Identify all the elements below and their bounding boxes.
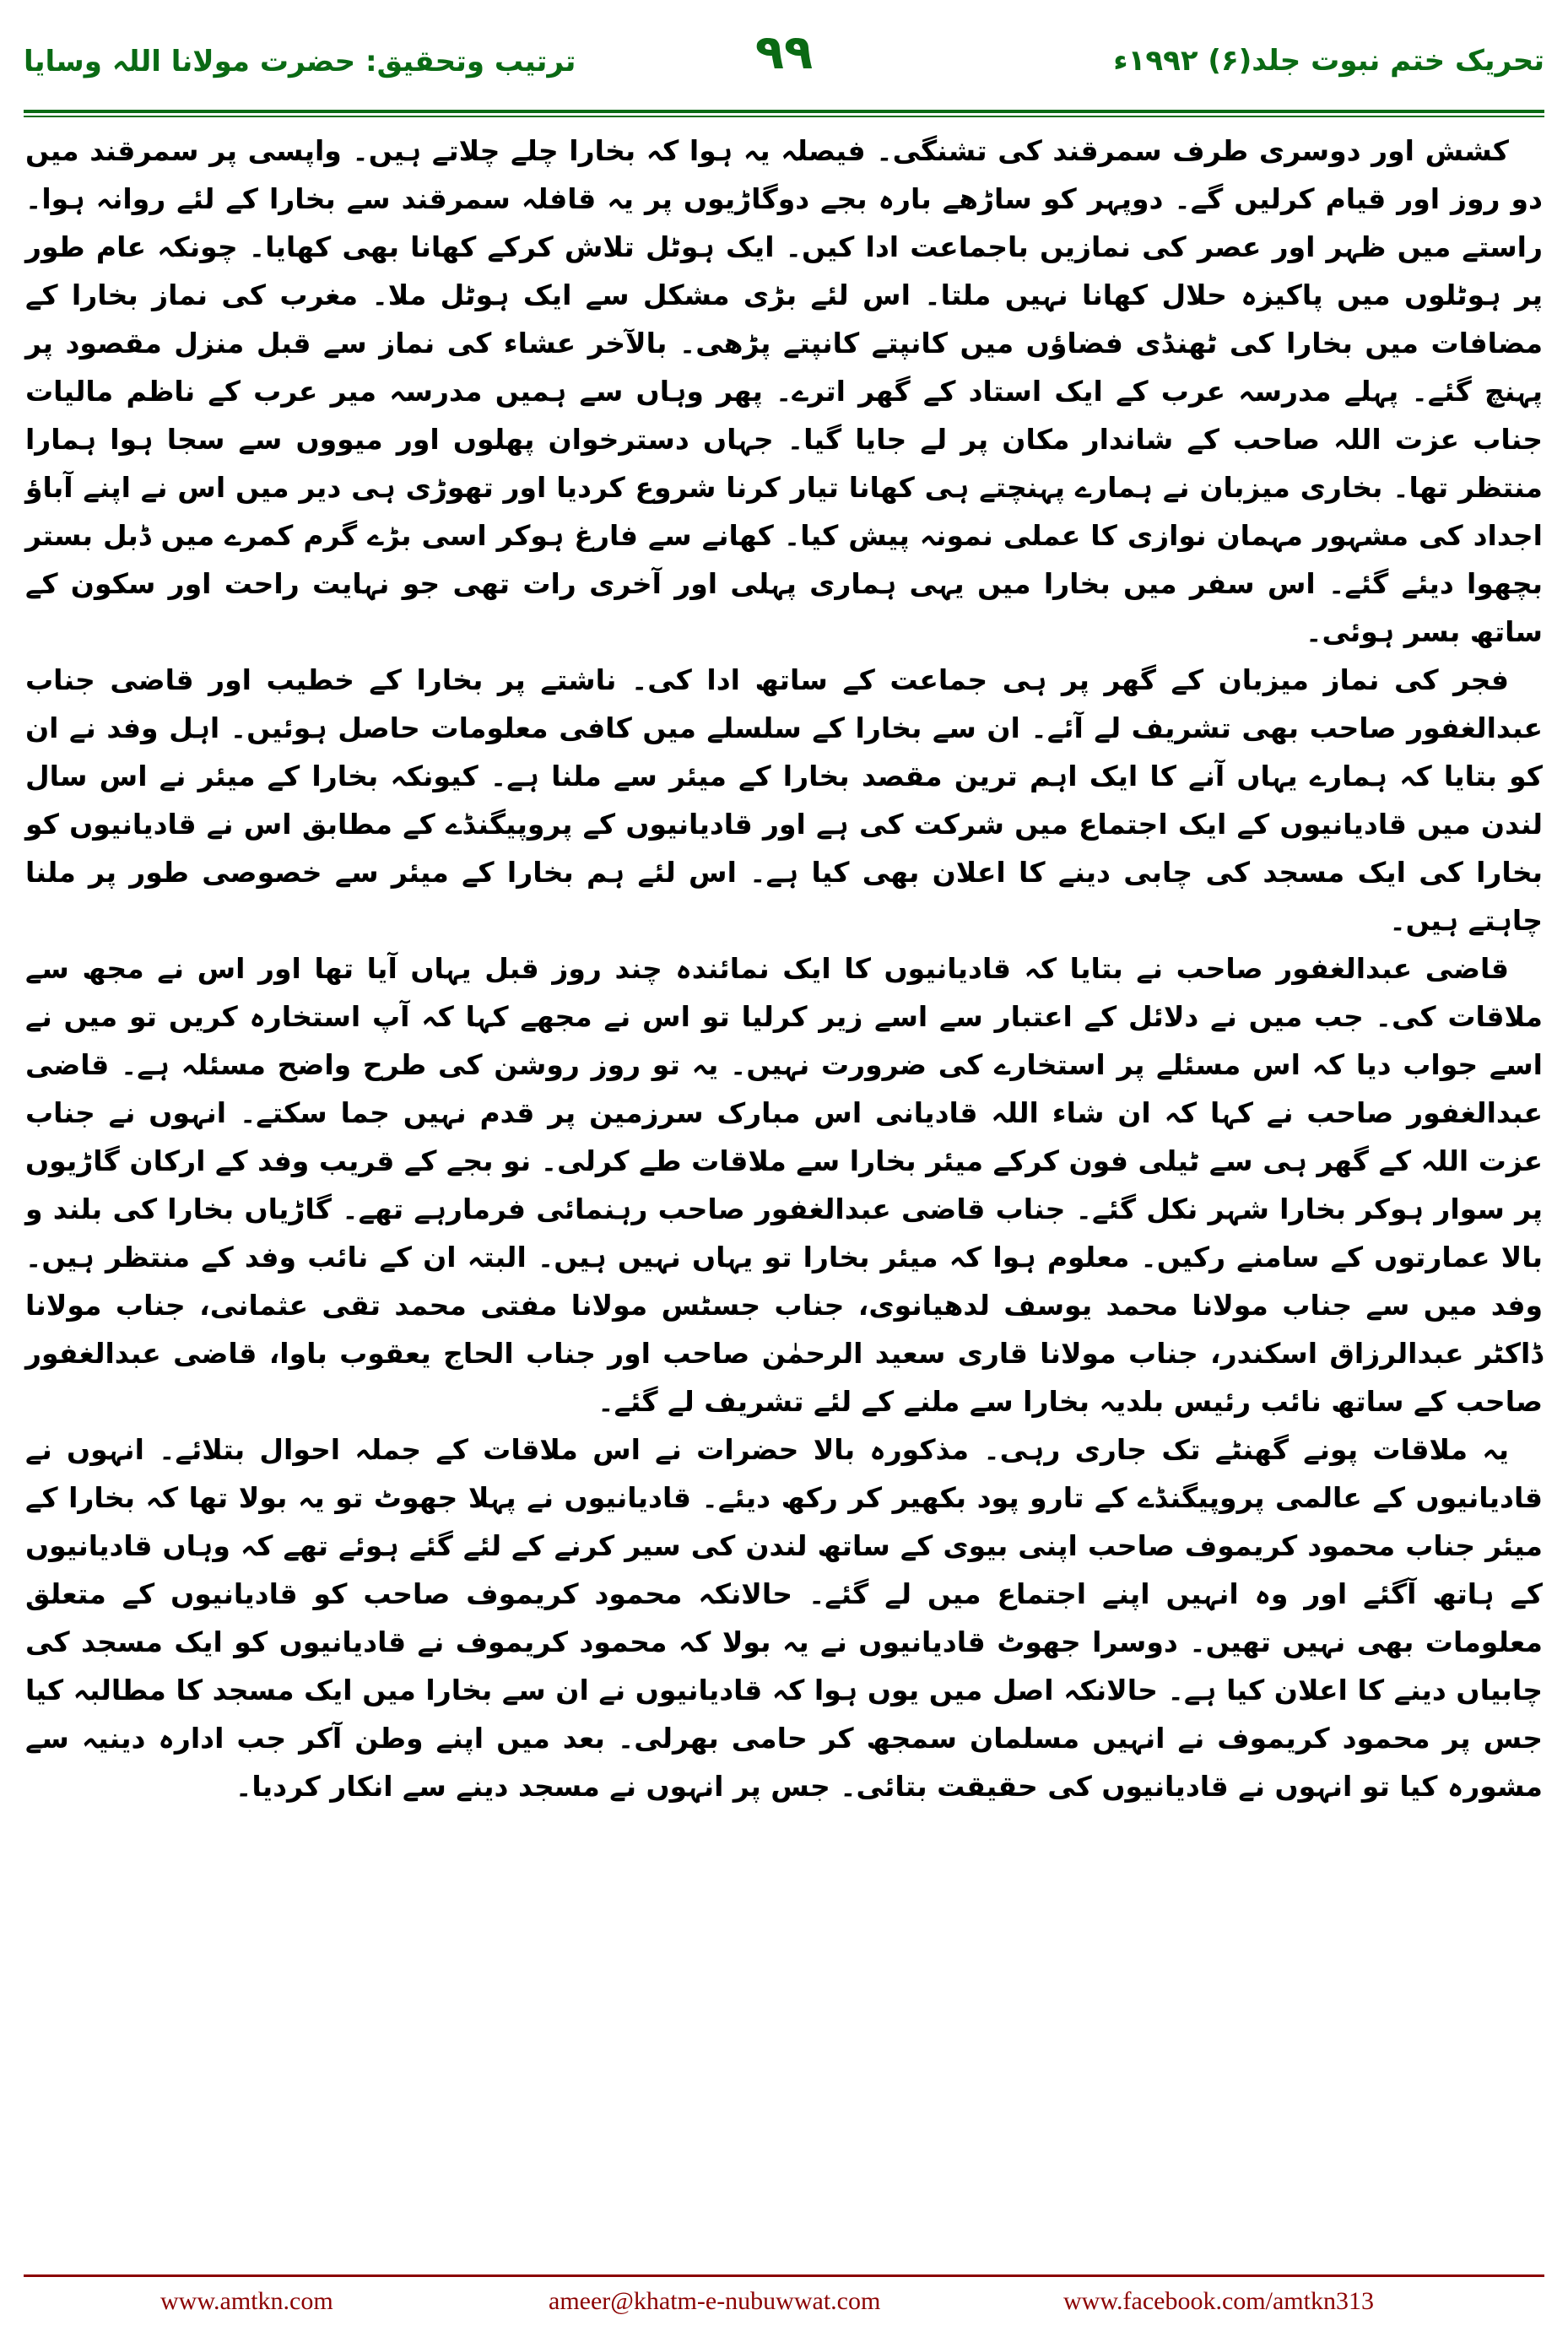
footer-facebook-link[interactable]: www.facebook.com/amtkn313: [1063, 2287, 1374, 2315]
header-divider: [24, 110, 1544, 113]
paragraph: یہ ملاقات پونے گھنٹے تک جاری رہی۔ مذکورہ بالا حضرات نے اس ملاقات کے جملہ احوال بتلائے۔ انہوں نے قادیانیوں کے عالمی پروپیگنڈے کے تارو پود بکھیر کر رکھ دیئے۔ قادیانیوں نے پہلا جھوٹ تو یہ بولا تھا کہ بخارا کے میئر جناب محمود کریموف صاحب اپنی بیوی کے ساتھ لندن کی سیر کرنے کے لئے گئے ہوئے تھے کہ وہاں قادیانیوں کے ہاتھ آگئے اور وہ انہیں اپنے اجتماع میں لے گئے۔ حالانکہ محمود کریموف صاحب کو قادیانیوں کے متعلق معلومات بھی نہیں تھیں۔ دوسرا جھوٹ قادیانیوں نے یہ بولا کہ محمود کریموف نے قادیانیوں کو ایک مسجد کی چابیاں دینے کا اعلان کیا ہے۔ حالانکہ اصل میں یوں ہوا کہ قادیانیوں نے ان سے بخارا میں ایک مسجد کا مطالبہ کیا جس پر محمود کریموف نے انہیں مسلمان سمجھ کر حامی بھرلی۔ بعد میں اپنے وطن آکر جب ادارہ دینیہ سے مشورہ کیا تو انہوں نے قادیانیوں کی حقیقت بتائی۔ جس پر انہوں نے مسجد دینے سے انکار کردیا۔: [25, 1433, 1543, 1803]
footer-email-link[interactable]: ameer@khatm-e-nubuwwat.com: [549, 2287, 881, 2315]
footer-divider: [24, 2274, 1544, 2277]
header-compiler: ترتیب وتحقیق: حضرت مولانا اللہ وسایا: [24, 45, 576, 78]
paragraph: قاضی عبدالغفور صاحب نے بتایا کہ قادیانیوں کا ایک نمائندہ چند روز قبل یہاں آیا تھا اور اس نے مجھ سے ملاقات کی۔ جب میں نے دلائل کے اعتبار سے اسے زیر کرلیا تو اس نے مجھے کہا کہ آپ استخارہ کریں تو میں نے اسے جواب دیا کہ اس مسئلے پر استخارے کی ضرورت نہیں۔ یہ تو روز روشن کی طرح واضح مسئلہ ہے۔ قاضی عبدالغفور صاحب نے کہا کہ ان شاء اللہ قادیانی اس مبارک سرزمین پر قدم نہیں جما سکتے۔ انہوں نے جناب عزت اللہ کے گھر ہی سے ٹیلی فون کرکے میئر بخارا سے ملاقات طے کرلی۔ نو بجے کے قریب وفد کے ارکان گاڑیوں پر سوار ہوکر بخارا شہر نکل گئے۔ جناب قاضی عبدالغفور صاحب رہنمائی فرمارہے تھے۔ گاڑیاں بخارا کی بلند و بالا عمارتوں کے سامنے رکیں۔ معلوم ہوا کہ میئر بخارا تو یہاں نہیں ہیں۔ البتہ ان کے نائب وفد کے منتظر ہیں۔ وفد میں سے جناب مولانا محمد یوسف لدھیانوی، جناب جسٹس مولانا مفتی محمد تقی عثمانی، جناب مولانا ڈاکٹر عبدالرزاق اسکندر، جناب مولانا قاری سعید الرحمٰن صاحب اور جناب الحاج یعقوب باوا، قاضی عبدالغفور صاحب کے ساتھ نائب رئیس بلدیہ بخارا سے ملنے کے لئے تشریف لے گئے۔: [25, 952, 1543, 1418]
page-footer: [0, 2287, 1568, 2329]
paragraph: کشش اور دوسری طرف سمرقند کی تشنگی۔ فیصلہ یہ ہوا کہ بخارا چلے چلاتے ہیں۔ واپسی پر سمرقند میں دو روز اور قیام کرلیں گے۔ دوپہر کو ساڑھے بارہ بجے دوگاڑیوں پر یہ قافلہ سمرقند سے بخارا کے لئے روانہ ہوا۔ راستے میں ظہر اور عصر کی نمازیں باجماعت ادا کیں۔ ایک ہوٹل تلاش کرکے کھانا بھی کھایا۔ چونکہ عام طور پر ہوٹلوں میں پاکیزہ حلال کھانا نہیں ملتا۔ اس لئے بڑی مشکل سے ایک ہوٹل ملا۔ مغرب کی نماز بخارا کے مضافات میں بخارا کی ٹھنڈی فضاؤں میں کانپتے کانپتے پڑھی۔ بالآخر عشاء کی نماز سے قبل منزل مقصود پر پہنچ گئے۔ پہلے مدرسہ عرب کے ایک استاد کے گھر اترے۔ پھر وہاں سے ہمیں مدرسہ میر عرب کے ناظم مالیات جناب عزت اللہ صاحب کے شاندار مکان پر لے جایا گیا۔ جہاں دسترخوان پھلوں اور میووں سے سجا ہوا ہمارا منتظر تھا۔ بخاری میزبان نے ہمارے پہنچتے ہی کھانا تیار کرنا شروع کردیا اور تھوڑی ہی دیر میں اس نے اپنے آباؤ اجداد کی مشہور مہمان نوازی کا عملی نمونہ پیش کیا۔ کھانے سے فارغ ہوکر اسی بڑے گرم کمرے میں ڈبل بستر بچھوا دیئے گئے۔ اس سفر میں بخارا میں یہی ہماری پہلی اور آخری رات تھی جو نہایت راحت اور سکون کے ساتھ بسر ہوئی۔: [25, 134, 1543, 648]
header-divider-thin: [24, 116, 1544, 117]
footer-website-link[interactable]: www.amtkn.com: [160, 2287, 333, 2315]
page-body: [25, 127, 1543, 2237]
page-number: ۹۹: [754, 25, 814, 80]
page-header: [0, 0, 1568, 127]
header-book-title: تحریک ختم نبوت جلد(۶) ۱۹۹۲ء: [1113, 44, 1544, 78]
paragraph: فجر کی نماز میزبان کے گھر پر ہی جماعت کے ساتھ ادا کی۔ ناشتے پر بخارا کے خطیب اور قاضی جناب عبدالغفور صاحب بھی تشریف لے آئے۔ ان سے بخارا کے سلسلے میں کافی معلومات حاصل ہوئیں۔ اہل وفد نے ان کو بتایا کہ ہمارے یہاں آنے کا ایک اہم ترین مقصد بخارا کے میئر سے ملنا ہے۔ کیونکہ بخارا کے میئر نے اس سال لندن میں قادیانیوں کے ایک اجتماع میں شرکت کی ہے اور قادیانیوں کے پروپیگنڈے کے مطابق اس نے قادیانیوں کو بخارا کی ایک مسجد کی چابی دینے کا اعلان بھی کیا ہے۔ اس لئے ہم بخارا کے میئر سے خصوصی طور پر ملنا چاہتے ہیں۔: [25, 663, 1543, 937]
